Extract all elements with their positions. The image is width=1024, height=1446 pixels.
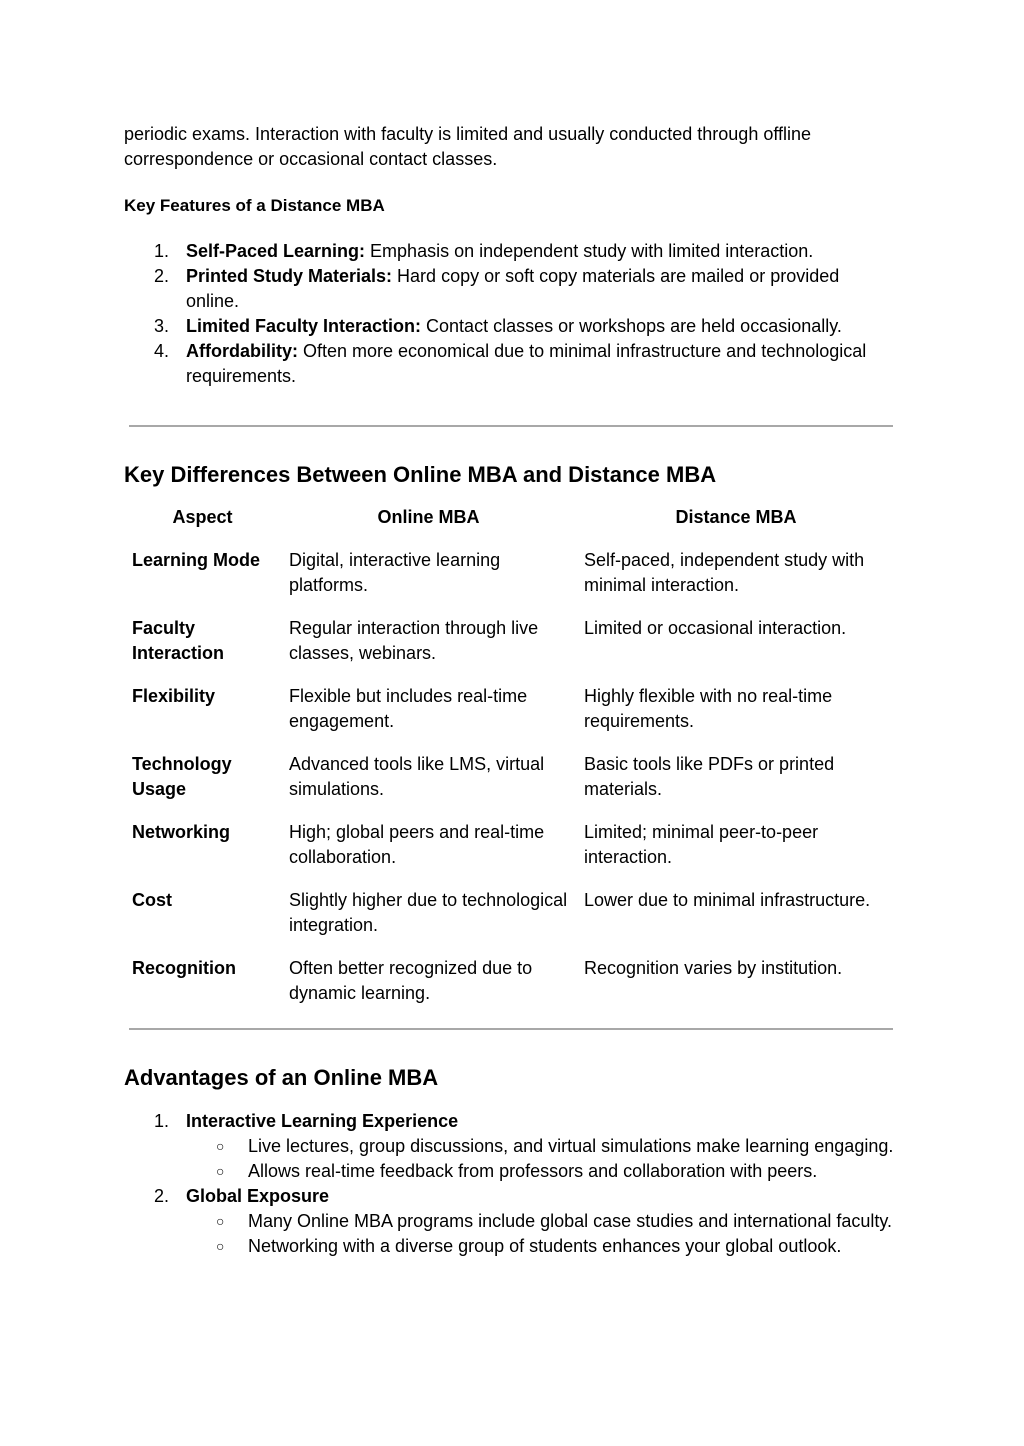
list-item — [186, 1209, 896, 1234]
list-item — [186, 1159, 896, 1184]
table-cell-aspect: Technology Usage — [132, 754, 232, 799]
list-number: 3. — [154, 316, 170, 336]
advantage-points — [186, 1209, 896, 1259]
table-cell-distance: Recognition varies by institution. — [584, 958, 843, 978]
table-cell-distance: Lower due to minimal infrastructure. — [584, 890, 871, 910]
column-header-distance: Distance MBA — [675, 507, 797, 527]
table-cell-distance: Limited or occasional interaction. — [584, 618, 847, 638]
advantage-title: Interactive Learning Experience — [186, 1111, 459, 1131]
table-cell-distance: Highly flexible with no real-time requirements. — [584, 686, 833, 731]
list-item — [124, 339, 896, 389]
table-row — [124, 888, 896, 956]
feature-text: Emphasis on independent study with limited interaction. — [365, 241, 814, 261]
table-cell-online: Advanced tools like LMS, virtual simulations. — [289, 754, 545, 799]
table-cell-aspect: Learning Mode — [132, 550, 261, 570]
column-header-aspect: Aspect — [172, 507, 233, 527]
list-number: 1. — [154, 241, 170, 261]
list-item — [186, 1134, 896, 1159]
feature-label: Affordability: — [186, 341, 298, 361]
circle-bullet-icon: ○ — [216, 1238, 225, 1254]
feature-label: Printed Study Materials: — [186, 266, 393, 286]
table-cell-online: Digital, interactive learning platforms. — [289, 550, 501, 595]
feature-label: Self-Paced Learning: — [186, 241, 366, 261]
feature-text: Hard copy or soft copy materials are mailed or provided online. — [186, 266, 840, 311]
list-item — [186, 1234, 896, 1259]
table-cell-aspect: Networking — [132, 822, 231, 842]
table-row — [124, 752, 896, 820]
comparison-table — [124, 505, 896, 1024]
advantages-list — [124, 1109, 896, 1259]
table-cell-online: Slightly higher due to technological integration. — [289, 890, 568, 935]
list-item — [124, 1109, 896, 1184]
differences-heading: Key Differences Between Online MBA and Distance MBA — [124, 462, 717, 487]
table-cell-aspect: Cost — [132, 890, 172, 910]
list-item — [124, 239, 896, 264]
circle-bullet-icon: ○ — [216, 1213, 225, 1229]
table-header-row — [124, 505, 896, 548]
table-cell-distance: Self-paced, independent study with minimal interaction. — [584, 550, 865, 595]
list-item — [124, 264, 896, 314]
feature-label: Limited Faculty Interaction: — [186, 316, 422, 336]
advantage-point: Allows real-time feedback from professors and collaboration with peers. — [248, 1161, 818, 1181]
table-row — [124, 956, 896, 1024]
table-cell-distance: Basic tools like PDFs or printed materials. — [584, 754, 835, 799]
table-cell-online: Often better recognized due to dynamic learning. — [289, 958, 533, 1003]
features-list — [124, 239, 896, 389]
table-cell-aspect: Faculty Interaction — [132, 618, 225, 663]
section-divider — [129, 425, 893, 427]
advantage-point: Live lectures, group discussions, and virtual simulations make learning engaging. — [248, 1136, 894, 1156]
table-cell-online: Flexible but includes real-time engagement. — [289, 686, 528, 731]
list-number: 4. — [154, 341, 170, 361]
section-divider — [129, 1028, 893, 1030]
document-page — [124, 122, 896, 1259]
list-number: 1. — [154, 1111, 170, 1131]
advantages-heading: Advantages of an Online MBA — [124, 1065, 439, 1090]
table-row — [124, 820, 896, 888]
circle-bullet-icon: ○ — [216, 1163, 225, 1179]
table-row — [124, 548, 896, 616]
feature-text: Contact classes or workshops are held occasionally. — [421, 316, 842, 336]
advantage-title: Global Exposure — [186, 1186, 330, 1206]
table-cell-distance: Limited; minimal peer-to-peer interaction. — [584, 822, 819, 867]
table-cell-online: High; global peers and real-time collaboration. — [289, 822, 545, 867]
advantage-point: Many Online MBA programs include global case studies and international faculty. — [248, 1211, 893, 1231]
features-heading: Key Features of a Distance MBA — [124, 196, 385, 215]
table-cell-online: Regular interaction through live classes, webinars. — [289, 618, 539, 663]
table-row — [124, 616, 896, 684]
feature-text: Often more economical due to minimal infrastructure and technological requirements. — [186, 341, 867, 386]
table-cell-aspect: Recognition — [132, 958, 236, 978]
list-item — [124, 314, 896, 339]
intro-paragraph: periodic exams. Interaction with faculty is limited and usually conducted through offline correspondence or occasional contact classes. — [124, 124, 812, 169]
table-row — [124, 684, 896, 752]
circle-bullet-icon: ○ — [216, 1138, 225, 1154]
advantage-points — [186, 1134, 896, 1184]
list-item — [124, 1184, 896, 1259]
list-number: 2. — [154, 1186, 170, 1206]
column-header-online: Online MBA — [377, 507, 480, 527]
advantage-point: Networking with a diverse group of students enhances your global outlook. — [248, 1236, 842, 1256]
table-cell-aspect: Flexibility — [132, 686, 216, 706]
list-number: 2. — [154, 266, 170, 286]
